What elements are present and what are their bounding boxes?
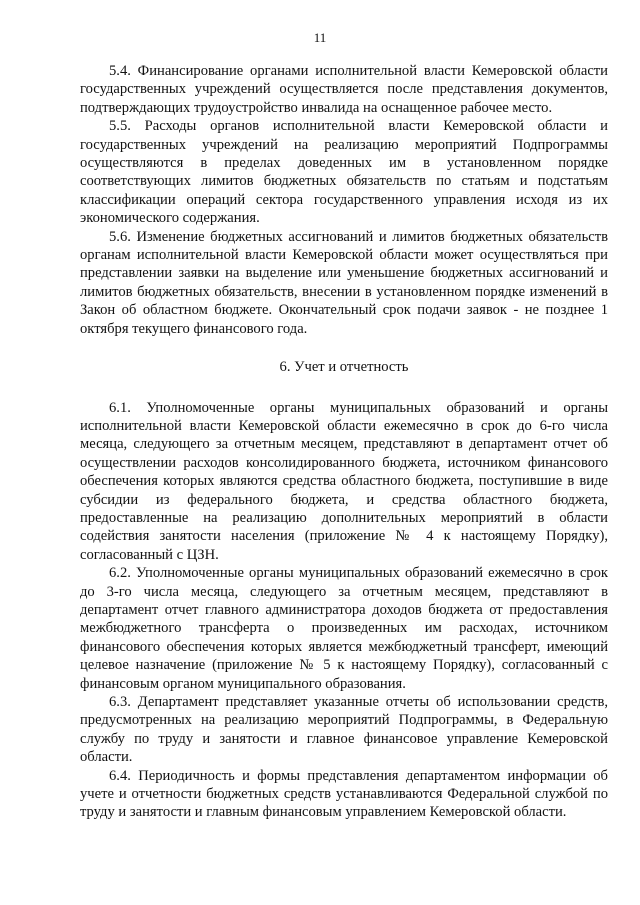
paragraph-6-4: 6.4. Периодичность и формы представления департаментом информации об учете и отчетности бюджетных средств устанавливаются Федеральной службой по труду и занятости и главным финансовым управлением Кемеровской области. [80,767,608,821]
paragraph-6-2: 6.2. Уполномоченные органы муниципальных образований ежемесячно в срок до 3-го числа месяца, следующего за отчетным месяцем, представляют в департамент отчет главного администратора доходов бюджета от предоставления межбюджетного трансферта о произведенных им расходах, источником финансового обеспечения которых является межбюджетный трансферт, имеющий целевое назначение (приложение № 5 к настоящему Порядку), согласованный с финансовым органом муниципального образования. [80,565,608,692]
paragraph-5-6: 5.6. Изменение бюджетных ассигнований и лимитов бюджетных обязательств органам исполнительной власти Кемеровской области может осуществляться при представлении заявки на выделение или уменьшение бюджетных ассигнований и лимитов бюджетных обязательств, внесении в установленном порядке изменений в Закон об областном бюджете. Окончательный срок подачи заявок - не позднее 1 октября текущего финансового года. [80,228,608,337]
paragraph-5-5: 5.5. Расходы органов исполнительной власти Кемеровской области и государственных учреждений на реализацию мероприятий Подпрограммы осуществляются в пределах доведенных им в установленном порядке соответствующих лимитов бюджетных обязательств по статьям и подстатьям классификации операций сектора государственного управления исходя из их экономического содержания. [80,118,608,227]
document-body [80,62,608,822]
page-number: 11 [313,30,327,45]
paragraph-6-3: 6.3. Департамент представляет указанные отчеты об использовании средств, предусмотренных на реализацию мероприятий Подпрограммы, в Федеральную службу по труду и занятости и главное финансовое управление Кемеровской области. [80,694,608,766]
paragraph-6-1: 6.1. Уполномоченные органы муниципальных образований и органы исполнительной власти Кемеровской области ежемесячно в срок до 6-го числа месяца, следующего за отчетным месяцем, представляют в департамент отчет об осуществлении расходов консолидированного бюджета, источником финансового обеспечения которых являются средства областного бюджета, поступившие в виде субсидии из федерального бюджета, и средства областного бюджета, предоставленные на реализацию дополнительных мероприятий в области содействия занятости населения (приложение № 4 к настоящему Порядку), согласованный с ЦЗН. [80,399,608,563]
section-heading: 6. Учет и отчетность [279,359,409,376]
paragraph-5-4: 5.4. Финансирование органами исполнительной власти Кемеровской области государственных учреждений осуществляется после представления документов, подтверждающих трудоустройство инвалида на оснащенное рабочее место. [80,63,608,116]
